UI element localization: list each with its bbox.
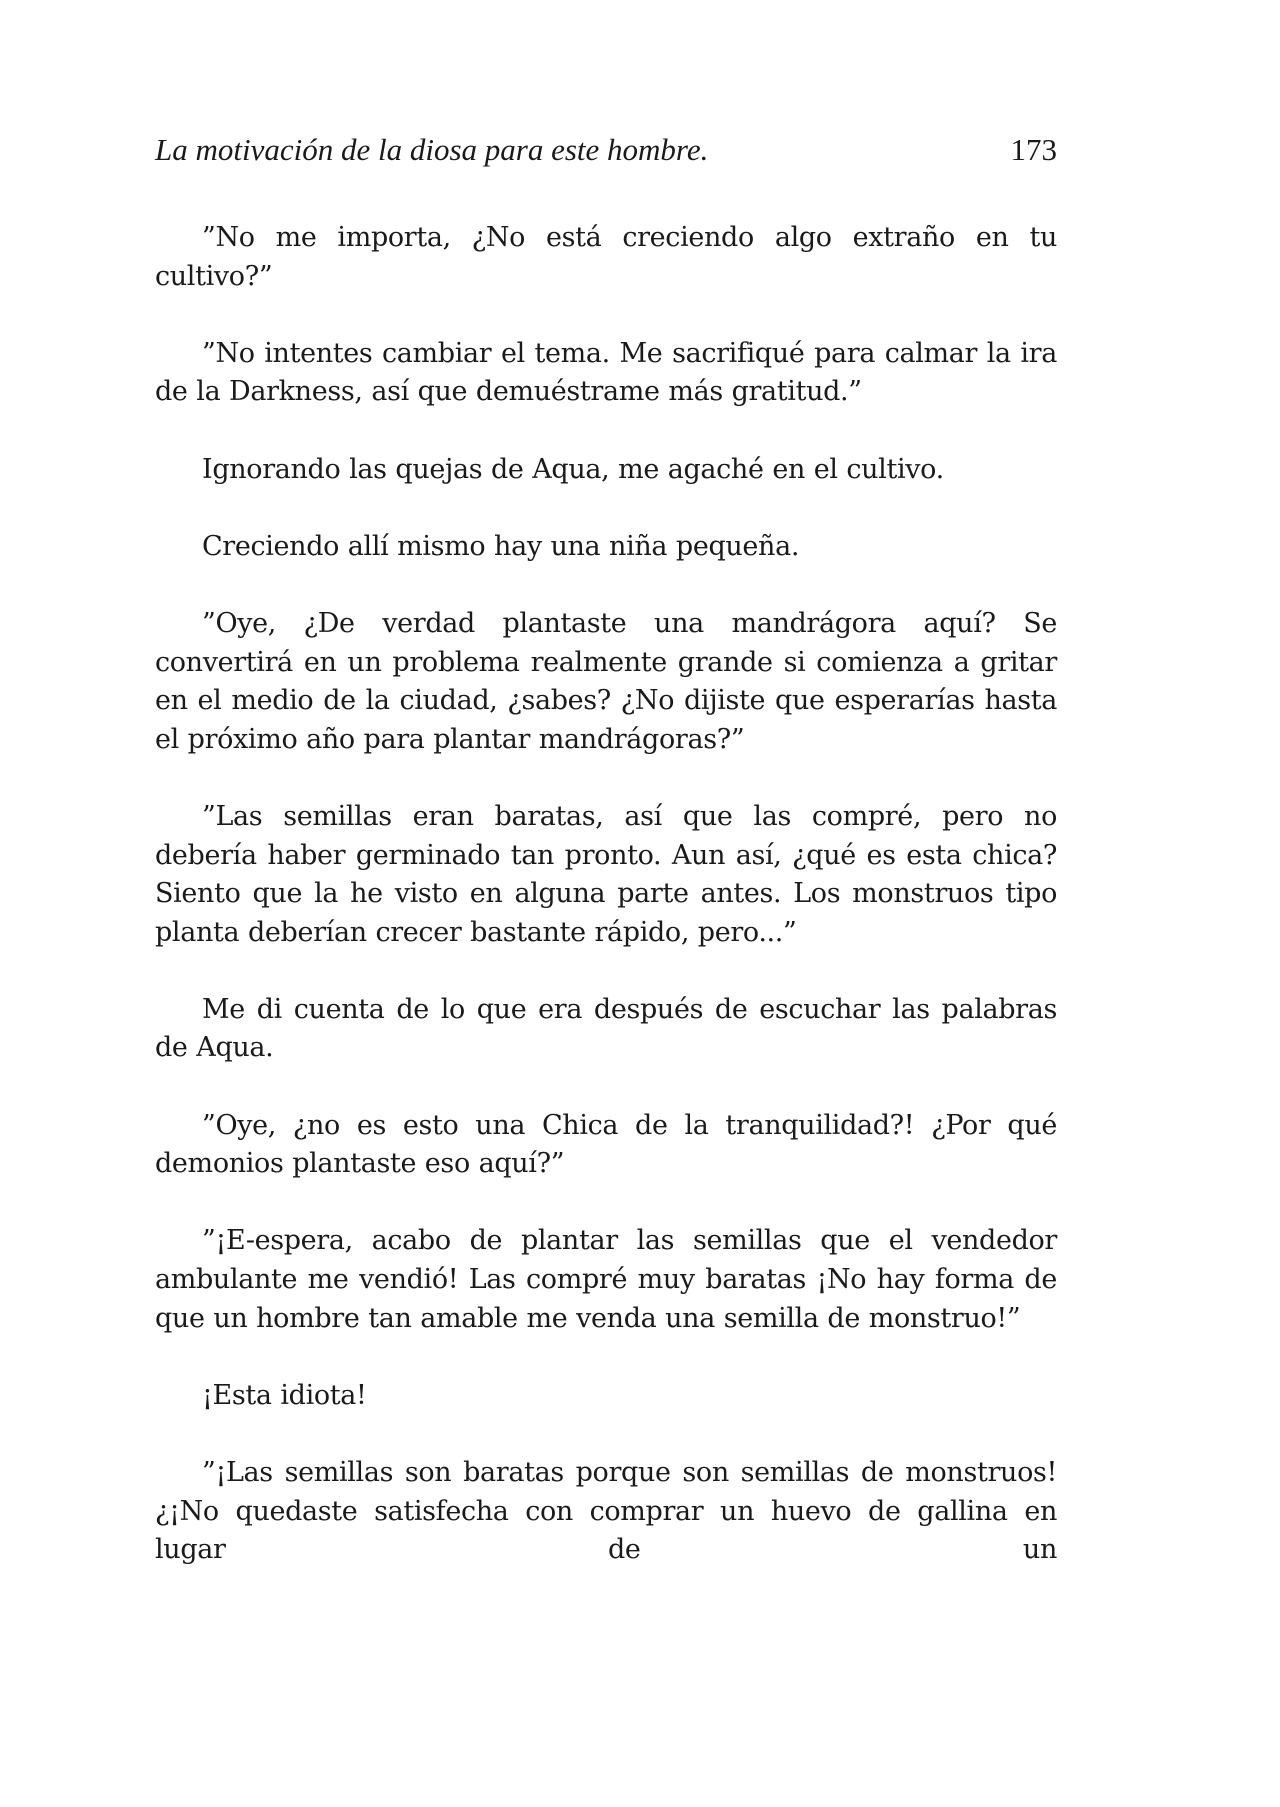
running-title: La motivación de la diosa para este hombre. (155, 132, 709, 167)
paragraph: Me di cuenta de lo que era después de escuchar las palabras de Aqua. (155, 993, 1057, 1064)
body-text (155, 219, 1057, 1570)
paragraph: ¡Esta idiota! (202, 1379, 367, 1411)
paragraph: Ignorando las quejas de Aqua, me agaché en el cultivo. (202, 453, 944, 485)
paragraph: ”Las semillas eran baratas, así que las compré, pero no debería haber germinado tan pronto. Aun así, ¿qué es esta chica? Siento que la he visto en alguna parte antes. Los monstruos tipo planta deberían crecer bastante rápido, pero...” (155, 800, 1057, 948)
paragraph: Creciendo allí mismo hay una niña pequeña. (202, 530, 800, 562)
page-number: 173 (1010, 132, 1057, 167)
paragraph: ”¡E-espera, acabo de plantar las semillas que el vendedor ambulante me vendió! Las compré muy baratas ¡No hay forma de que un hombre tan amable me venda una semilla de monstruo!” (155, 1225, 1057, 1334)
running-header (155, 130, 1057, 170)
paragraph: ”¡Las semillas son baratas porque son semillas de monstruos! ¿¡No quedaste satisfecha con comprar un huevo de gallina en lugar de un (155, 1457, 1057, 1566)
paragraph: ”Oye, ¿De verdad plantaste una mandrágora aquí? Se convertirá en un problema realmente grande si comienza a gritar en el medio de la ciudad, ¿sabes? ¿No dijiste que esperarías hasta el próximo año para plantar mandrágoras?” (155, 607, 1057, 755)
paragraph: ”No me importa, ¿No está creciendo algo extraño en tu cultivo?” (155, 222, 1057, 292)
paragraph: ”No intentes cambiar el tema. Me sacrifiqué para calmar la ira de la Darkness, así que demuéstrame más gratitud.” (155, 337, 1057, 408)
paragraph: ”Oye, ¿no es esto una Chica de la tranquilidad?! ¿Por qué demonios plantaste eso aquí?” (155, 1109, 1057, 1180)
